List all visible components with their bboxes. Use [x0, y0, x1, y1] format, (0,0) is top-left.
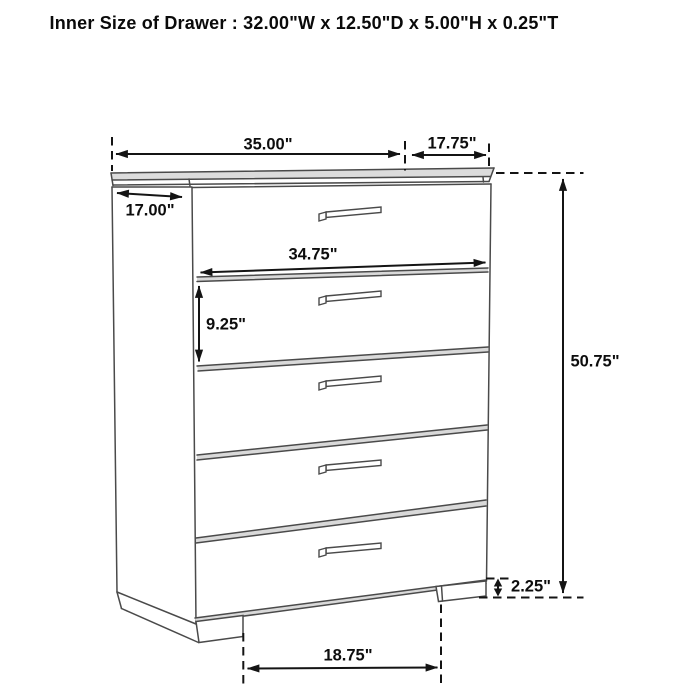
drawer-2-handle	[319, 291, 381, 305]
drawer-4-handle	[319, 460, 381, 474]
right-foot	[436, 581, 486, 602]
dim-foot-spacing-arrow	[248, 668, 438, 669]
drawer-3-handle	[319, 376, 381, 390]
dim-side-depth-arrow	[117, 193, 182, 197]
dim-label-overall-height: 50.75"	[570, 352, 620, 371]
dim-label-side-depth: 17.00"	[125, 201, 175, 220]
drawer-1-handle	[319, 207, 381, 221]
chest-top-panel	[111, 168, 494, 186]
dim-label-top-depth: 17.75"	[427, 134, 477, 153]
dim-label-drawer-front-width: 34.75"	[288, 245, 338, 264]
dim-label-foot-spacing: 18.75"	[323, 646, 373, 665]
chest-side-panel	[112, 187, 199, 643]
chest-drawing	[111, 168, 494, 643]
dim-label-foot-height: 2.25"	[511, 577, 551, 596]
dim-foot-height-arrow	[494, 579, 502, 597]
dimension-lines	[116, 154, 563, 669]
drawer-5-handle	[319, 543, 381, 557]
page-title: Inner Size of Drawer : 32.00"W x 12.50"D x 5.00"H x 0.25"T	[49, 13, 559, 33]
dim-label-top-width: 35.00"	[243, 135, 293, 154]
dim-label-drawer-front-height: 9.25"	[206, 315, 246, 334]
